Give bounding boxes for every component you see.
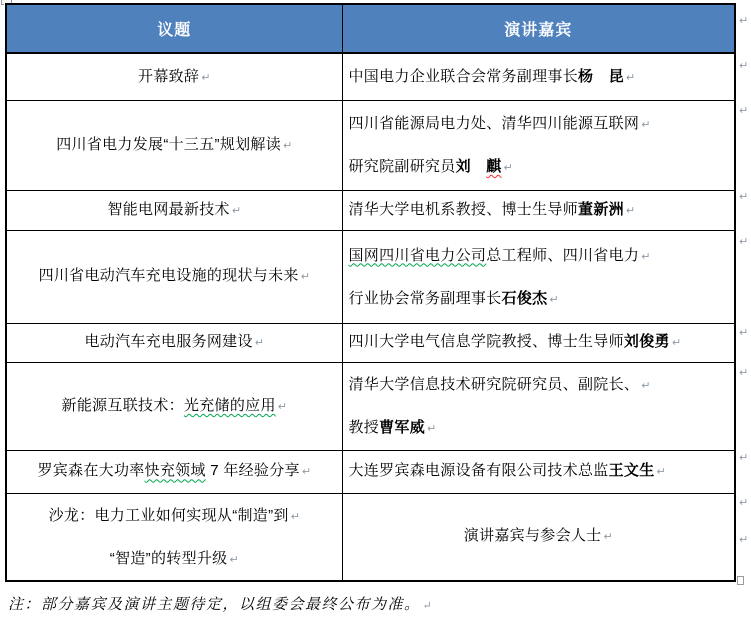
- end-of-row-mark-icon: ↵: [739, 15, 749, 27]
- paragraph-mark-icon: ↵: [625, 71, 636, 84]
- speaker-name: 杨 昆: [578, 67, 624, 85]
- paragraph-mark-icon: ↵: [301, 466, 312, 479]
- speaker-cell: [342, 362, 735, 450]
- text-line: [349, 363, 729, 406]
- text-line: [13, 332, 336, 352]
- text-segment: 智能电网最新技术: [107, 200, 230, 218]
- text-segment: 快充领域: [144, 462, 206, 480]
- text-line: [13, 135, 336, 155]
- table-row: [6, 100, 735, 190]
- text-segment: 光充储的应用: [183, 396, 276, 414]
- text-line: [349, 406, 729, 449]
- table-row: [6, 230, 735, 323]
- speaker-name: 董新洲: [578, 200, 624, 218]
- text-segment: 国网四川省电力公司: [348, 246, 487, 264]
- speaker-name: 麒: [486, 158, 502, 175]
- text-segment: 四川省电动汽车充电设施的现状与未来: [38, 267, 299, 285]
- topic-cell: [6, 323, 342, 362]
- paragraph-mark-icon: ↵: [201, 71, 211, 84]
- speaker-name: 石俊杰: [501, 289, 548, 307]
- text-line: [349, 145, 729, 188]
- paragraph-mark-icon: ↵: [656, 466, 666, 479]
- text-segment: 电动汽车充电服务网建设: [84, 333, 253, 351]
- end-of-row-mark-icon: ↵: [739, 236, 749, 248]
- text-segment: 罗宾森在大功率: [37, 462, 145, 480]
- end-of-row-mark-icon: ↵: [739, 452, 749, 464]
- paragraph-mark-icon: ↵: [277, 400, 287, 413]
- speaker-cell: [342, 230, 735, 323]
- text-segment: 中国电力企业联合会常务副理事长: [348, 67, 579, 85]
- text-segment: 沙龙：电力工业如何实现从“制造”到: [48, 506, 289, 524]
- table-row: [6, 493, 735, 581]
- text-segment: 行业协会常务副理事长: [348, 289, 502, 307]
- speaker-cell: [342, 323, 735, 362]
- paragraph-mark-icon: ↵: [641, 119, 651, 131]
- speaker-column-header: 演讲嘉宾: [342, 4, 735, 53]
- end-of-row-mark-icon: ↵: [739, 105, 749, 117]
- speaker-cell: [342, 450, 735, 493]
- paragraph-mark-icon: ↵: [625, 204, 636, 217]
- text-segment: 开幕致辞: [138, 67, 200, 85]
- paragraph-mark-icon: ↵: [503, 162, 513, 174]
- agenda-table: [5, 3, 736, 582]
- paragraph-mark-icon: ↵: [549, 293, 559, 306]
- table-row: [6, 190, 735, 230]
- footnote: [8, 593, 432, 614]
- text-line: [349, 526, 729, 546]
- text-line: [349, 332, 729, 352]
- text-segment: “智造”的转型升级: [109, 549, 228, 567]
- paragraph-mark-icon: ↵: [671, 337, 682, 350]
- text-line: [349, 200, 729, 220]
- text-segment: 清华大学电机系教授、博士生导师: [348, 200, 579, 218]
- table-header-row: [6, 4, 735, 53]
- end-of-row-mark-icon: ↵: [739, 534, 749, 546]
- paragraph-mark-icon: ↵: [283, 139, 293, 152]
- paragraph-mark-icon: ↵: [427, 423, 437, 435]
- text-line: [349, 461, 729, 481]
- speaker-name: 刘俊勇: [623, 333, 670, 351]
- text-line: [13, 461, 336, 481]
- text-segment: 7 年经验分享: [205, 462, 300, 480]
- text-segment: 四川省能源局电力处、清华四川能源互联网: [348, 115, 640, 132]
- text-line: [13, 266, 336, 286]
- topic-cell: [6, 230, 342, 323]
- topic-cell: [6, 450, 342, 493]
- speaker-cell: [342, 53, 735, 100]
- paragraph-mark-icon: ↵: [603, 531, 613, 544]
- footnote-text: 注：部分嘉宾及演讲主题待定，以组委会最终公布为准。: [8, 597, 421, 613]
- text-line: [13, 67, 336, 87]
- text-segment: 四川省电力发展“十三五”规划解读: [56, 135, 282, 153]
- paragraph-mark-icon: ↵: [290, 510, 300, 523]
- end-of-row-mark-icon: ↵: [739, 327, 749, 339]
- end-of-row-mark-icon: ↵: [739, 497, 749, 509]
- text-line: [13, 537, 336, 580]
- text-segment: 大连罗宾森电源设备有限公司技术总监: [348, 462, 609, 480]
- text-segment: 总工程师、四川省电力: [486, 246, 640, 264]
- paragraph-mark-icon: ↵: [254, 337, 265, 350]
- topic-cell: [6, 362, 342, 450]
- table-row: [6, 323, 735, 362]
- speaker-name: 刘: [455, 158, 487, 175]
- text-line: [349, 67, 729, 87]
- paragraph-mark-icon: ↵: [422, 600, 432, 612]
- paragraph-mark-icon: ↵: [229, 553, 239, 566]
- table-row: [6, 450, 735, 493]
- text-line: [13, 200, 336, 220]
- end-of-row-mark-icon: ↵: [739, 367, 749, 379]
- paragraph-mark-icon: ↵: [641, 380, 651, 392]
- text-line: [349, 102, 729, 145]
- topic-cell: [6, 53, 342, 100]
- text-line: [13, 396, 336, 416]
- speaker-name: 王文生: [608, 462, 655, 480]
- speaker-name: 曹军威: [379, 419, 426, 436]
- speaker-cell: [342, 100, 735, 190]
- text-segment: 新能源互联技术：: [61, 396, 184, 414]
- text-segment: 演讲嘉宾与参会人士: [463, 527, 602, 545]
- text-line: [349, 234, 729, 277]
- paragraph-mark-icon: ↵: [300, 271, 310, 284]
- text-segment: 四川大学电气信息学院教授、博士生导师: [348, 333, 624, 351]
- topic-cell: [6, 493, 342, 581]
- text-line: [349, 277, 729, 320]
- end-of-table-marker-icon: [737, 576, 744, 585]
- paragraph-mark-icon: ↵: [641, 250, 651, 263]
- text-segment: 清华大学信息技术研究院研究员、副院长、: [348, 376, 640, 393]
- text-segment: 教授: [348, 419, 380, 436]
- speaker-cell: [342, 493, 735, 581]
- topic-column-header: 议题: [6, 4, 342, 53]
- topic-cell: [6, 100, 342, 190]
- end-of-row-mark-icon: ↵: [739, 191, 749, 203]
- topic-cell: [6, 190, 342, 230]
- text-segment: 研究院副研究员: [348, 158, 456, 175]
- table-row: [6, 362, 735, 450]
- speaker-cell: [342, 190, 735, 230]
- end-of-row-mark-icon: ↵: [739, 60, 749, 72]
- text-line: [13, 494, 336, 537]
- table-row: [6, 53, 735, 100]
- paragraph-mark-icon: ↵: [231, 204, 242, 217]
